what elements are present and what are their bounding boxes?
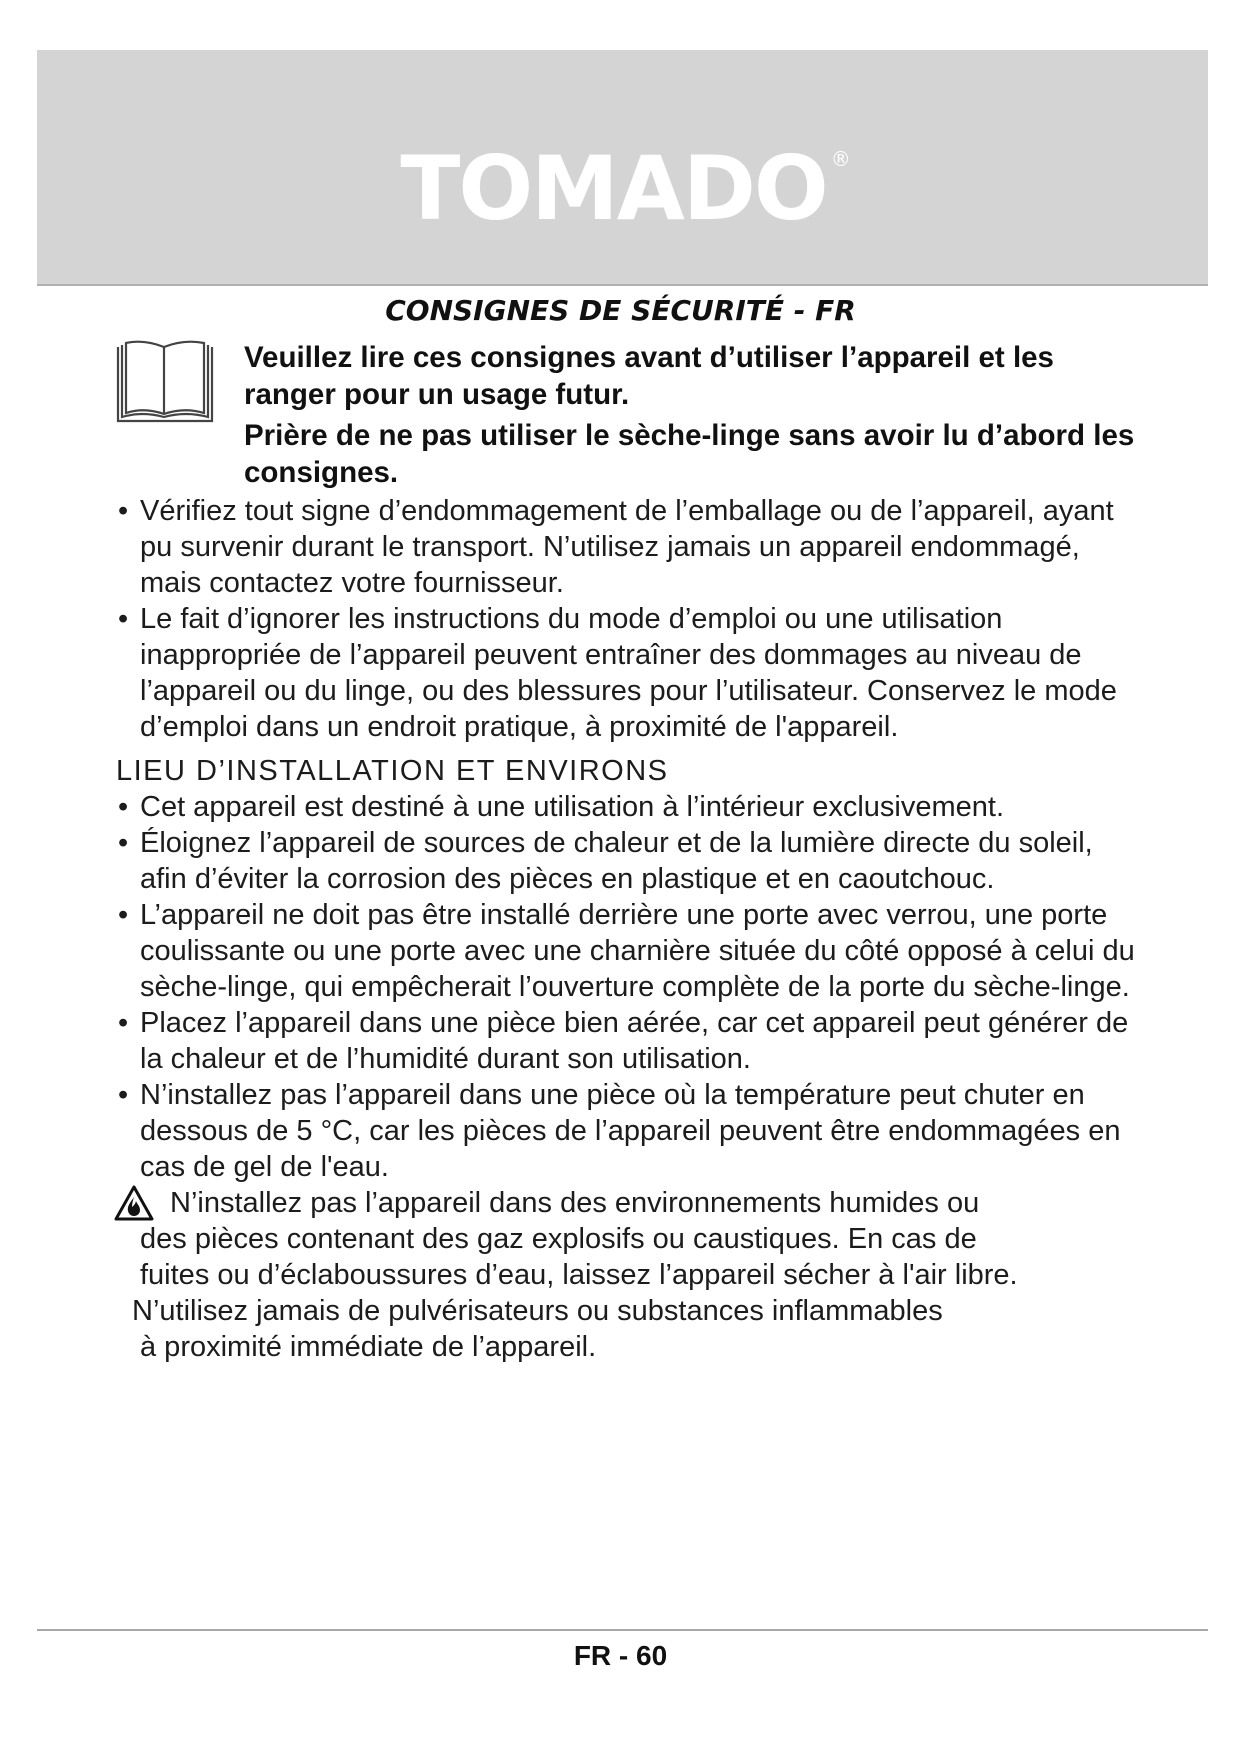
bullet-dot: • [118, 1079, 129, 1111]
general-bullets [112, 493, 1142, 1365]
bullet-text: Vérifiez tout signe d’endommagement de l’emballage ou de l’appareil, ayant pu survenir durant le transport. N’utilisez jamais un appareil endommagé, mais contactez votre fournisseur. [140, 495, 1114, 599]
list-item [112, 789, 1142, 825]
warning-line: des pièces contenant des gaz explosifs ou caustiques. En cas de [140, 1223, 977, 1255]
bullet-dot: • [118, 827, 129, 859]
bullet-dot: • [118, 603, 129, 635]
footer-divider [37, 1629, 1208, 1631]
bullet-text: N’installez pas l’appareil dans une pièce où la température peut chuter en dessous de 5 °C, car les pièces de l’appareil peuvent être endommagées en cas de gel de l'eau. [140, 1079, 1121, 1183]
logo-text: TOMADO [400, 137, 827, 240]
bullet-text: Placez l’appareil dans une pièce bien aérée, car cet appareil peut générer de la chaleur et de l’humidité durant son utilisation. [140, 1007, 1129, 1075]
section-heading: LIEU D’INSTALLATION ET ENVIRONS [116, 755, 669, 787]
bullet-text: Éloignez l’appareil de sources de chaleur et de la lumière directe du soleil, afin d’éviter la corrosion des pièces en plastique et en caoutchouc. [140, 827, 1093, 895]
bullet-dot: • [118, 1007, 129, 1039]
list-item [112, 493, 1142, 601]
bullet-text: Cet appareil est destiné à une utilisation à l’intérieur exclusivement. [140, 791, 1005, 823]
warning-line: fuites ou d’éclaboussures d’eau, laissez l’appareil sécher à l'air libre. [140, 1259, 1018, 1291]
list-item [112, 1077, 1142, 1185]
page-title: CONSIGNES DE SÉCURITÉ - FR [385, 294, 856, 327]
header-banner [37, 50, 1208, 286]
bullet-dot: • [118, 495, 129, 527]
warning-block [112, 1185, 1142, 1365]
bullet-text: L’appareil ne doit pas être installé derrière une porte avec verrou, une porte coulissante ou une porte avec une charnière située du côté opposé à celui du sèche-linge, qui empêcherait l’ouverture complète de la porte du sèche-linge. [140, 899, 1135, 1003]
bullet-dot: • [118, 899, 129, 931]
warning-line: à proximité immédiate de l’appareil. [140, 1331, 597, 1363]
bullet-dot: • [118, 791, 129, 823]
page-number: FR - 60 [573, 1640, 668, 1671]
bullet-text: Le fait d’ignorer les instructions du mode d’emploi ou une utilisation inappropriée de l’appareil peuvent entraîner des dommages au niveau de l’appareil ou du linge, ou des blessures pour l’utilisateur. Conservez le mode d’emploi dans un endroit pratique, à proximité de l'appareil. [140, 603, 1117, 743]
list-item [112, 825, 1142, 897]
fire-warning-icon [114, 1185, 154, 1221]
list-item [112, 897, 1142, 1005]
intro-paragraph-2: Prière de ne pas utiliser le sèche-linge sans avoir lu d’abord les consignes. [244, 419, 1135, 489]
list-item [112, 1005, 1142, 1077]
list-item [112, 601, 1142, 745]
open-book-icon [114, 339, 216, 425]
brand-logo [37, 137, 1208, 240]
registered-mark: ® [830, 147, 849, 171]
intro-paragraph-1: Veuillez lire ces consignes avant d’utiliser l’appareil et les ranger pour un usage futur. [244, 341, 1054, 411]
warning-line: N’utilisez jamais de pulvérisateurs ou substances inflammables [132, 1295, 943, 1327]
warning-line: N’installez pas l’appareil dans des environnements humides ou [170, 1187, 980, 1219]
